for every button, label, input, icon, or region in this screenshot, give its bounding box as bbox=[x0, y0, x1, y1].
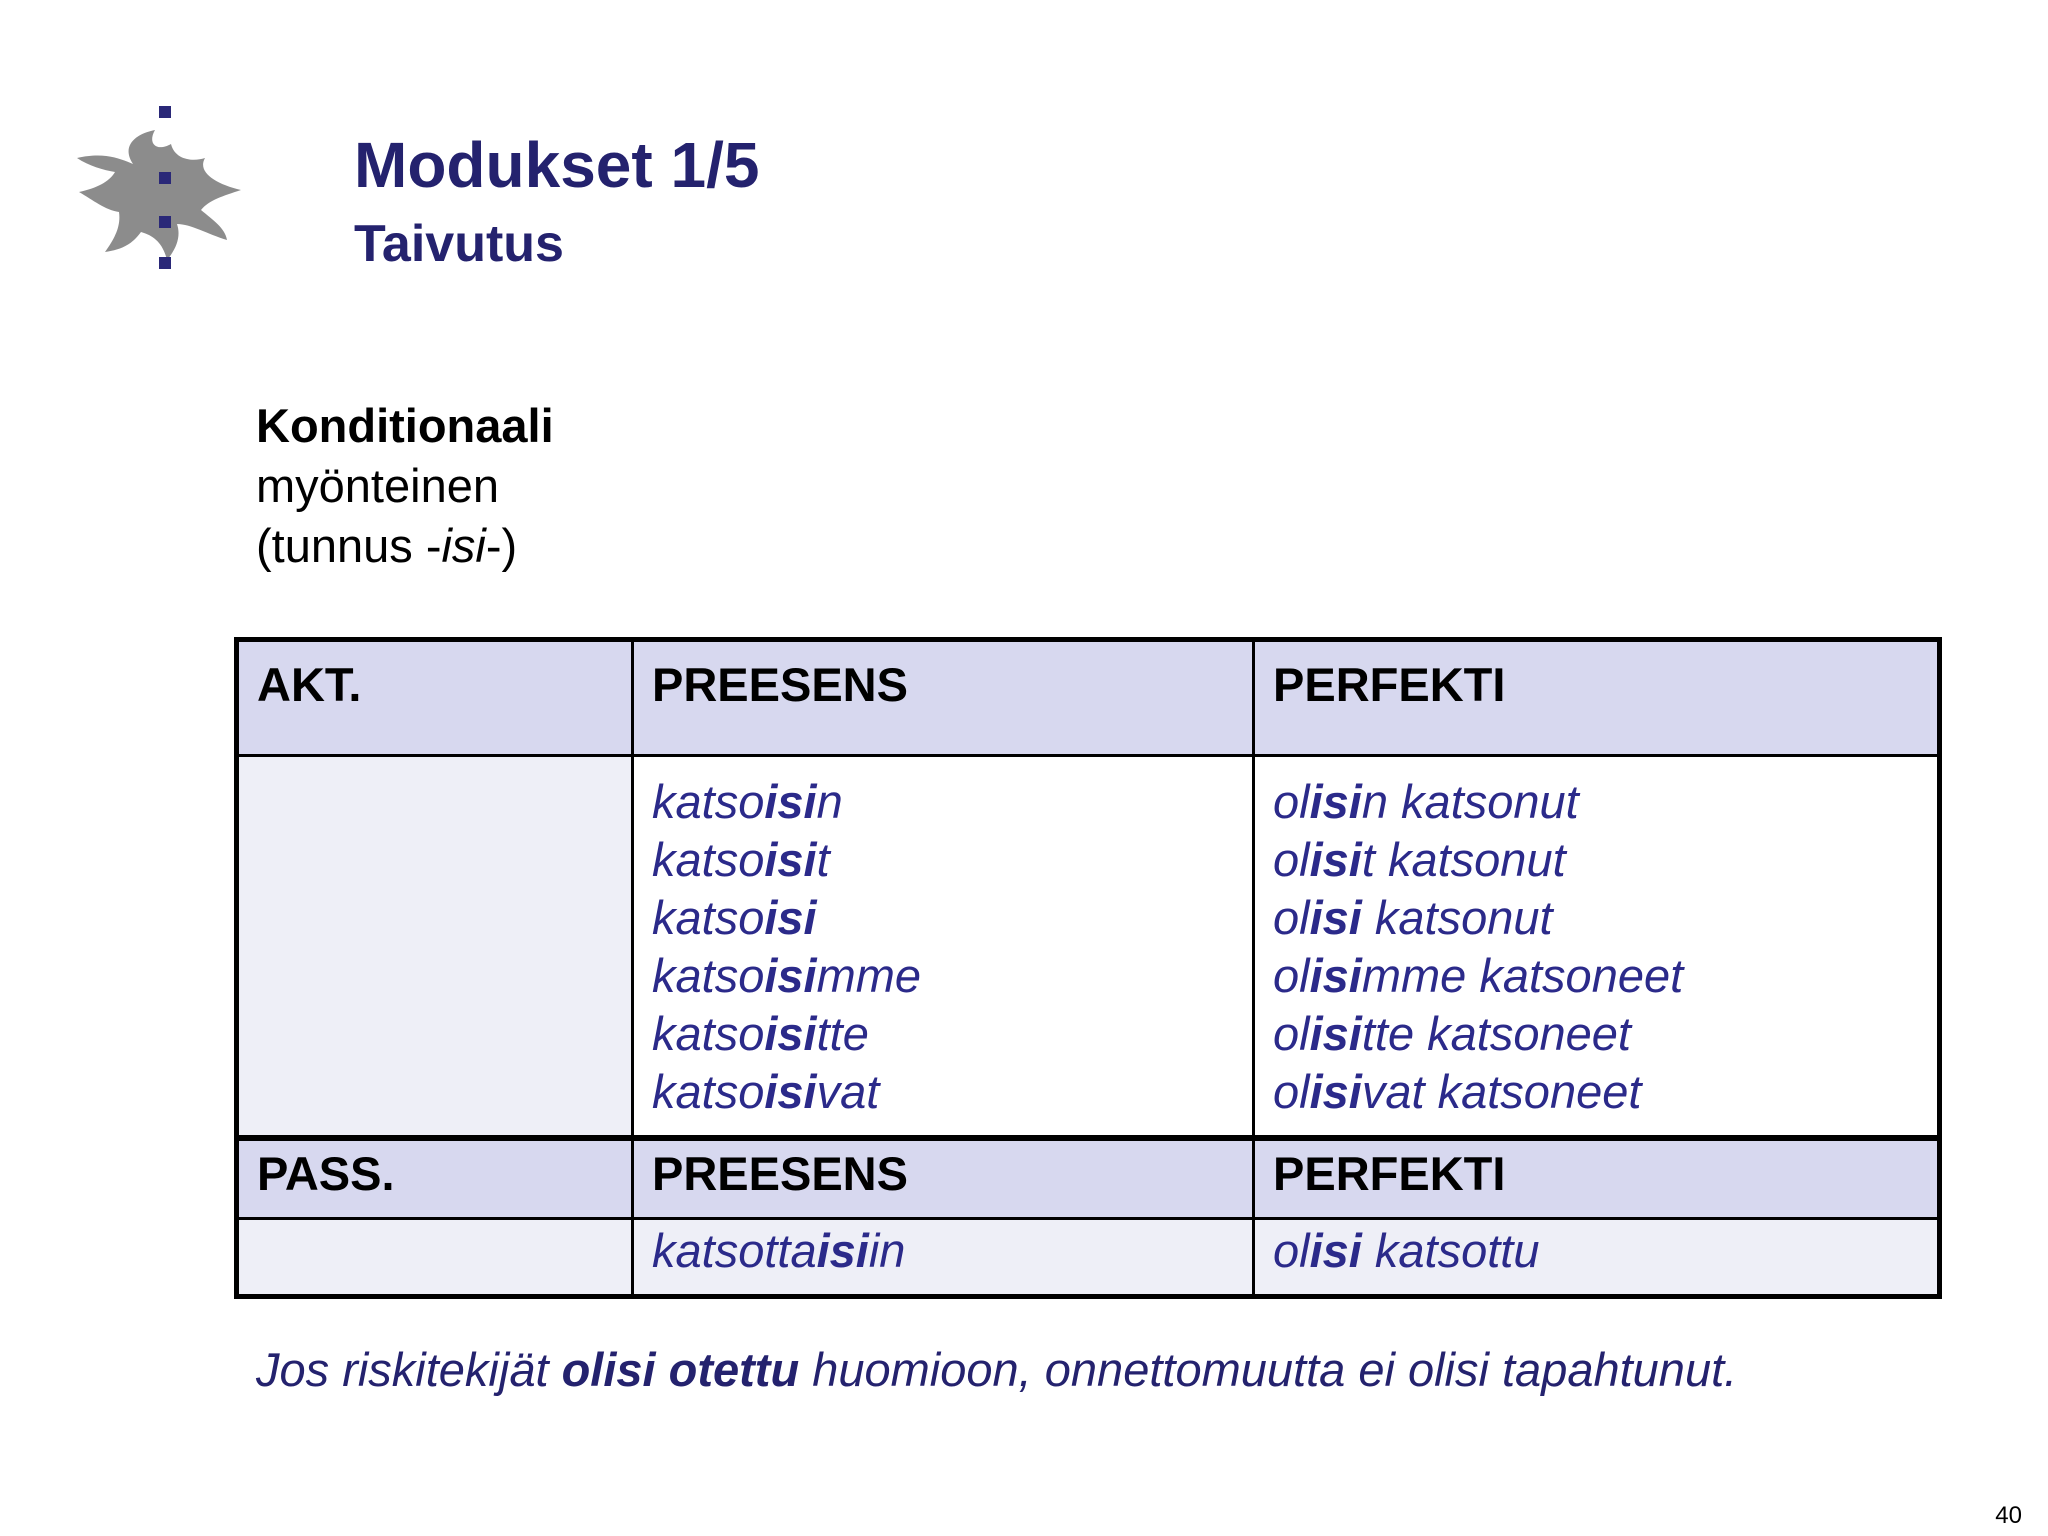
conjugation-table bbox=[234, 637, 1942, 1299]
verb-form: katsoisi bbox=[652, 891, 817, 944]
slide-title: Modukset 1/5 bbox=[354, 129, 760, 201]
cell-active-label: AKT. bbox=[237, 640, 633, 756]
table-row-active-forms bbox=[237, 756, 1940, 1139]
cell-active-preesens-header: PREESENS bbox=[633, 640, 1254, 756]
verb-form: katsoisin bbox=[652, 775, 843, 828]
intro-line-affirmative: myönteinen bbox=[256, 459, 499, 512]
cell-passive-perfekti-forms bbox=[1254, 1219, 1940, 1297]
marker-isi: isi bbox=[1309, 833, 1362, 886]
cell-passive-perfekti-header: PERFEKTI bbox=[1254, 1138, 1940, 1219]
marker-isi: isi bbox=[1309, 1065, 1362, 1118]
verb-form: olisi katsottu bbox=[1273, 1224, 1540, 1277]
marker-isi: isi bbox=[1309, 949, 1362, 1002]
marker-isi: isi bbox=[1309, 1224, 1362, 1277]
marker-isi: isi bbox=[764, 833, 817, 886]
marker-isi: isi bbox=[764, 775, 817, 828]
verb-form: katsoisimme bbox=[652, 949, 922, 1002]
table-row-passive-header bbox=[237, 1138, 1940, 1219]
cell-passive-empty bbox=[237, 1219, 633, 1297]
verb-form: katsoisivat bbox=[652, 1065, 880, 1118]
verb-form: olisin katsonut bbox=[1273, 775, 1579, 828]
intro-line-marker: (tunnus -isi-) bbox=[256, 519, 518, 572]
intro-heading: Konditionaali bbox=[256, 399, 554, 452]
cell-passive-preesens-forms bbox=[633, 1219, 1254, 1297]
cell-active-empty bbox=[237, 756, 633, 1139]
verb-form: olisit katsonut bbox=[1273, 833, 1566, 886]
intro-block bbox=[256, 396, 554, 576]
table-row-active-header bbox=[237, 640, 1940, 756]
marker-isi: isi bbox=[816, 1224, 869, 1277]
cell-passive-preesens-header: PREESENS bbox=[633, 1138, 1254, 1219]
marker-isi: isi bbox=[764, 1065, 817, 1118]
slide-subtitle: Taivutus bbox=[354, 215, 564, 273]
cell-active-perfekti-header: PERFEKTI bbox=[1254, 640, 1940, 756]
verb-form: katsottaisiin bbox=[652, 1224, 906, 1277]
marker-isi: isi bbox=[1309, 891, 1362, 944]
marker-isi: isi bbox=[1309, 775, 1362, 828]
verb-form: katsoisit bbox=[652, 833, 830, 886]
verb-form: olisivat katsoneet bbox=[1273, 1065, 1642, 1118]
page-number: 40 bbox=[1995, 1502, 2022, 1529]
table-row-passive-forms bbox=[237, 1219, 1940, 1297]
flame-logo-icon bbox=[75, 100, 255, 275]
verb-form: olisi katsonut bbox=[1273, 891, 1553, 944]
cell-passive-label: PASS. bbox=[237, 1138, 633, 1219]
marker-isi: isi bbox=[441, 519, 486, 572]
verb-form: katsoisitte bbox=[652, 1007, 869, 1060]
marker-isi: isi bbox=[764, 891, 817, 944]
verb-form: olisitte katsoneet bbox=[1273, 1007, 1631, 1060]
marker-isi: isi bbox=[1309, 1007, 1362, 1060]
marker-isi: isi bbox=[764, 1007, 817, 1060]
verb-form: olisimme katsoneet bbox=[1273, 949, 1684, 1002]
cell-active-perfekti-forms bbox=[1254, 756, 1940, 1139]
example-highlight: olisi otettu bbox=[561, 1343, 800, 1396]
marker-isi: isi bbox=[764, 949, 817, 1002]
example-sentence: Jos riskitekijät olisi otettu huomioon, onnettomuutta ei olisi tapahtunut. bbox=[256, 1343, 1738, 1396]
cell-active-preesens-forms bbox=[633, 756, 1254, 1139]
